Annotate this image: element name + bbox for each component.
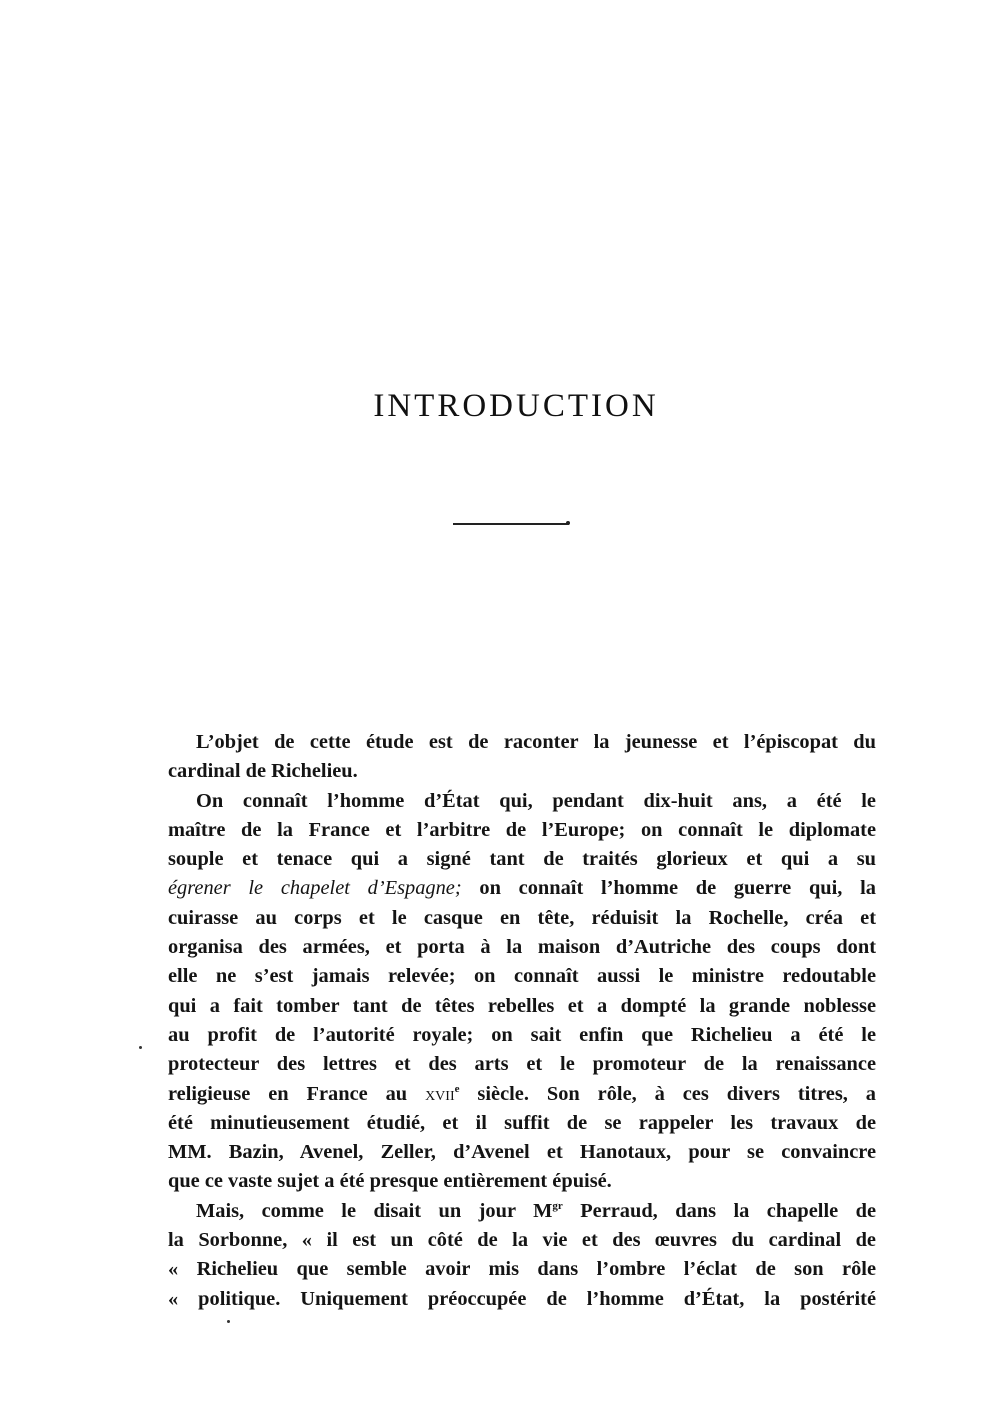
paragraph-2-line-12: été minutieusement étudié, et il suffit de se rappeler les travaux de: [168, 1111, 876, 1134]
paragraph-2-line-4: [168, 874, 876, 903]
chapter-title: INTRODUCTION: [373, 388, 659, 424]
paragraph-2-line-2: maître de la France et l’arbitre de l’Europe; on connaît le diplomate: [168, 818, 876, 841]
paragraph-2-line-5: cuirasse au corps et le casque en tête, réduisit la Rochelle, créa et: [168, 906, 876, 929]
paragraph-3-line-3: « Richelieu que semble avoir mis dans l’ombre l’éclat de son rôle: [168, 1258, 876, 1281]
paragraph-2-line-11-a: religieuse en France au: [168, 1082, 426, 1105]
paragraph-2-line-14: que ce vaste sujet a été presque entièrement épuisé.: [168, 1170, 612, 1193]
century-superscript: e: [454, 1082, 460, 1095]
title-rule-dot: [566, 521, 570, 525]
paragraph-3-line-1-b: Perraud, dans la chapelle de: [562, 1199, 876, 1222]
paragraph-3-line-4: « politique. Uniquement préoccupée de l’homme d’État, la postérité: [168, 1287, 876, 1310]
paragraph-2-line-6: organisa des armées, et porta à la maison d’Autriche des coups dont: [168, 936, 876, 959]
paragraph-1-line-2: cardinal de Richelieu.: [168, 760, 358, 783]
title-rule: [453, 523, 569, 525]
paragraph-3-line-1-a: Mais, comme le disait un jour M: [196, 1199, 553, 1222]
paragraph-2-line-11-b: siècle. Son rôle, à ces divers titres, a: [459, 1082, 876, 1105]
paragraph-1-line-1: L’objet de cette étude est de raconter la jeunesse et l’épiscopat du: [196, 731, 876, 753]
paragraph-2-line-8: qui a fait tomber tant de têtes rebelles et a dompté la grande noblesse: [168, 994, 876, 1017]
italic-phrase: égrener le chapelet d’Espagne;: [168, 877, 462, 900]
monseigneur-superscript: gr: [552, 1199, 563, 1212]
paragraph-2-line-1: On connaît l’homme d’État qui, pendant dix-huit ans, a été le: [196, 789, 876, 812]
paragraph-2-line-3: souple et tenace qui a signé tant de traités glorieux et qui a su: [168, 848, 876, 871]
print-speck: [139, 1046, 142, 1049]
paragraph-2-line-7: elle ne s’est jamais relevée; on connaît aussi le ministre redoutable: [168, 965, 876, 988]
print-speck: [227, 1320, 230, 1323]
paragraph-3-line-2: la Sorbonne, « il est un côté de la vie et des œuvres du cardinal de: [168, 1229, 876, 1252]
paragraph-3-line-1: [168, 1197, 876, 1226]
paragraph-2-line-10: protecteur des lettres et des arts et le promoteur de la renaissance: [168, 1053, 876, 1076]
paragraph-2-line-9: au profit de l’autorité royale; on sait enfin que Richelieu a été le: [168, 1023, 876, 1046]
paragraph-2-line-13: MM. Bazin, Avenel, Zeller, d’Avenel et Hanotaux, pour se convaincre: [168, 1141, 876, 1164]
paragraph-2-line-4-rest: on connaît l’homme de guerre qui, la: [461, 877, 877, 900]
body-text: [168, 728, 876, 1314]
century-numeral: xvii: [425, 1082, 455, 1105]
paragraph-2-line-11: [168, 1080, 876, 1109]
